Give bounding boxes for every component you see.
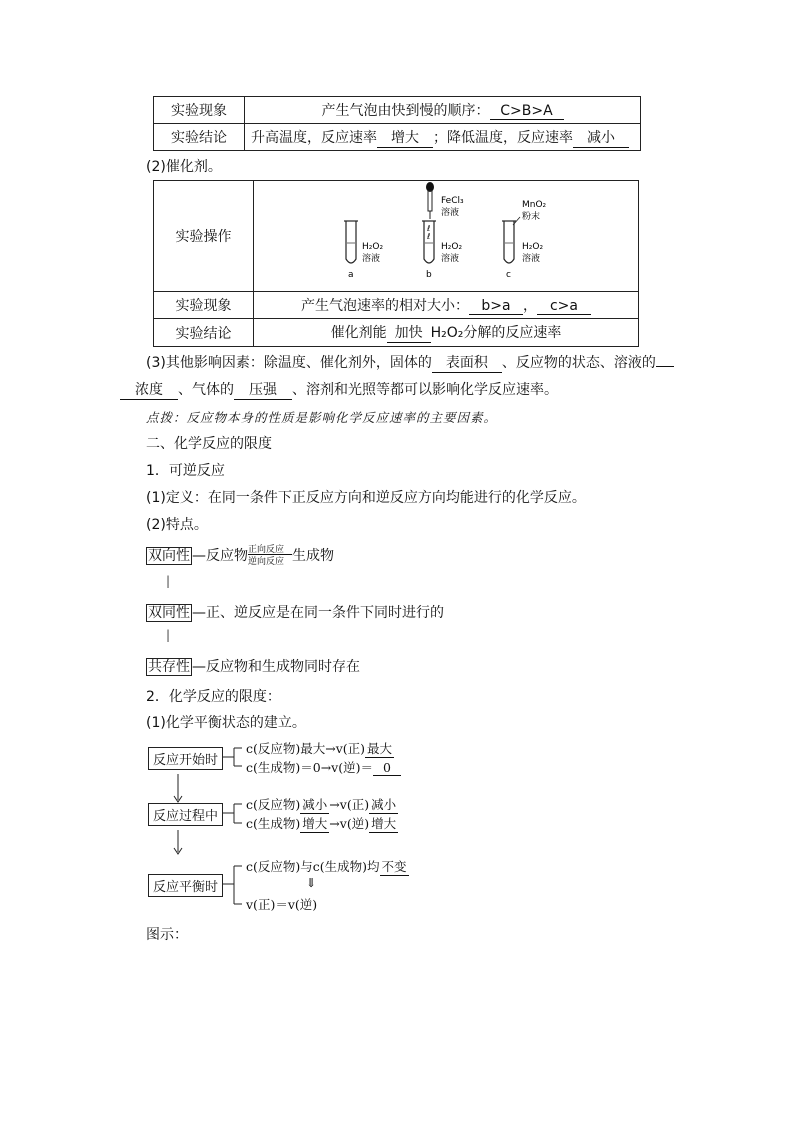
diagram-label: 图示：	[146, 927, 188, 943]
definition: (1)定义：在同一条件下正反应方向和逆反应方向均能进行的化学反应。	[146, 490, 586, 506]
phenomenon-answer-b: c>a	[537, 298, 591, 315]
answer-surface-area: 表面积	[432, 352, 502, 373]
svg-text:ℓ: ℓ	[427, 232, 431, 241]
section2-title: 二、化学反应的限度	[146, 436, 272, 452]
tube-c-label2: 溶液	[522, 254, 541, 264]
phenomenon-answer: C>B>A	[490, 103, 564, 120]
phenomenon-sep: ，	[523, 298, 537, 314]
conclusion-label: 实验结论	[154, 124, 245, 151]
start-answer-2: 0	[373, 760, 401, 776]
tube-c	[502, 200, 547, 280]
operation-label: 实验操作	[154, 181, 254, 292]
conclusion-answer-a: 增大	[377, 127, 433, 148]
equilibrium-title: (1)化学平衡状态的建立。	[146, 715, 306, 731]
tube-a-label: H₂O₂	[362, 242, 384, 252]
tube-b-label: H₂O₂	[441, 242, 463, 252]
start-answer-1: 最大	[367, 741, 393, 756]
tube-a-letter: a	[348, 270, 354, 280]
other-factors-line2: 浓度 、气体的 压强 、溶剂和光照等都可以影响化学反应速率。	[120, 379, 558, 400]
tube-b-letter: b	[426, 270, 432, 280]
test-tubes-figure	[254, 181, 638, 291]
mid-line-2: c(生成物) 增大 →v(逆) 增大	[246, 816, 397, 831]
phenomenon-label-2: 实验现象	[154, 292, 254, 319]
start-line-2: c(生成物)＝0→v(逆)＝ 0	[246, 758, 401, 776]
tube-a-label2: 溶液	[362, 254, 381, 264]
tube-c-label: H₂O₂	[522, 242, 544, 252]
forward-reaction-label: 正向反应	[248, 545, 285, 555]
phenomenon-answer-a: b>a	[469, 298, 523, 315]
tube-b	[422, 182, 464, 280]
tube-b-top2: 溶液	[441, 208, 460, 218]
phenomenon-text-2: 产生气泡速率的相对大小：	[301, 298, 469, 314]
phenomenon-text: 产生气泡由快到慢的顺序：	[321, 103, 490, 119]
mid-box: 反应过程中	[148, 803, 223, 826]
eq-line-1: c(反应物)与c(生成物)均 不变	[246, 859, 407, 874]
reverse-reaction-label: 逆向反应	[248, 557, 285, 567]
tube-b-label2: 溶液	[441, 254, 460, 264]
catalyst-conclusion-b: H₂O₂分解的反应速率	[430, 325, 562, 341]
rate-temperature-table	[153, 96, 641, 151]
answer-pressure: 压强	[234, 379, 292, 400]
other-factors-line1: (3)其他影响因素：除温度、催化剂外，固体的 表面积 、反应物的状态、溶液的	[146, 352, 674, 373]
catalyst-conclusion-answer: 加快	[387, 322, 431, 343]
feature-simultaneous: 双同性 —正、逆反应是在同一条件下同时进行的	[148, 605, 444, 621]
conclusion-label-2: 实验结论	[154, 319, 254, 347]
conclusion-answer-b: 减小	[573, 127, 629, 148]
feature-coexistence: 共存性 —反应物和生成物同时存在	[148, 659, 360, 675]
svg-text:ℓ: ℓ	[427, 224, 431, 233]
item1-title: 1．可逆反应	[146, 463, 225, 479]
eq-arrow: ⇓	[306, 875, 317, 890]
tube-c-top1: MnO₂	[522, 200, 547, 210]
catalyst-table	[153, 180, 639, 347]
conclusion-text-b: ；降低温度，反应速率	[433, 129, 573, 146]
connector-1: |	[166, 574, 171, 588]
catalyst-conclusion-a: 催化剂能	[330, 325, 387, 341]
connector-2: |	[166, 628, 171, 642]
item2-title: 2．化学反应的限度：	[146, 689, 281, 705]
conclusion-text-a: 升高温度，反应速率	[251, 129, 377, 146]
phenomenon-label: 实验现象	[154, 97, 245, 124]
eq-answer: 不变	[381, 859, 407, 874]
eq-box: 反应平衡时	[148, 874, 223, 897]
tube-c-top2: 粉末	[522, 212, 541, 222]
answer-concentration: 浓度	[120, 379, 178, 400]
feature-bidirectional: 双向性 —反应物 正向反应 逆向反应 生成物	[146, 545, 334, 565]
mid-line-1: c(反应物) 减小 →v(正) 减小	[246, 797, 397, 812]
eq-line-2: v(正)＝v(逆)	[246, 897, 318, 912]
tube-c-letter: c	[506, 270, 511, 280]
catalyst-heading: (2)催化剂。	[146, 159, 222, 175]
tube-a	[344, 221, 383, 280]
start-box: 反应开始时	[148, 747, 223, 770]
hint-note: 点拨：反应物本身的性质是影响化学反应速率的主要因素。	[146, 410, 498, 425]
features-title: (2)特点。	[146, 517, 208, 533]
tube-b-top1: FeCl₃	[441, 196, 464, 206]
start-line-1: c(反应物)最大→v(正) 最大	[246, 741, 393, 756]
